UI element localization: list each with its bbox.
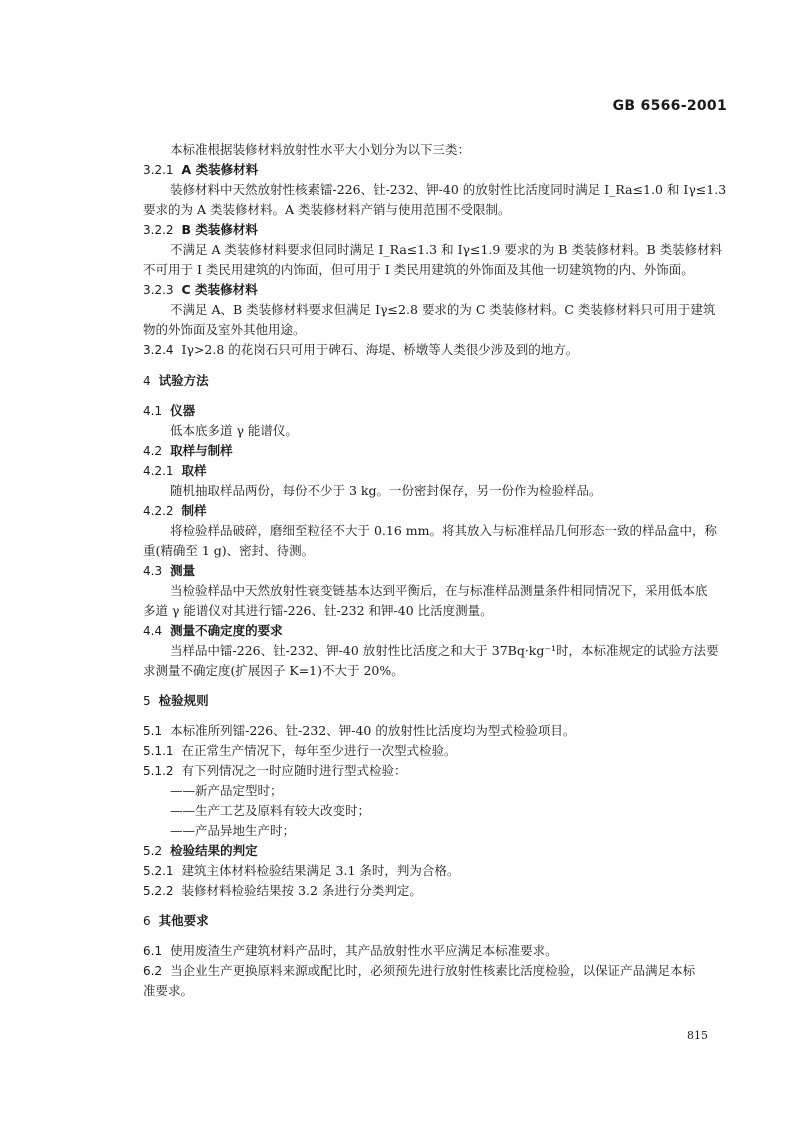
section-title: 其他要求 (158, 913, 209, 928)
paragraph-line: 当样品中镭-226、钍-232、钾-40 放射性比活度之和大于 37Bq·kg⁻¹时，本标准规定的试验方法要 (170, 643, 719, 658)
clause-title: 仪器 (170, 403, 196, 418)
clause-number: 4.1 (143, 404, 163, 418)
clause-4-4-heading (143, 622, 733, 640)
section-title: 检验规则 (158, 693, 209, 708)
clause-text: Iγ>2.8 的花岗石只可用于碑石、海堤、桥墩等人类很少涉及到的地方。 (181, 342, 579, 357)
clause-number: 5.1.1 (143, 744, 174, 758)
paragraph-line: 求测量不确定度(扩展因子 K=1)不大于 20%。 (143, 663, 404, 678)
clause-number: 3.2.3 (143, 283, 174, 297)
clause-number: 3.2.2 (143, 223, 174, 237)
paragraph-line: 随机抽取样品两份，每份不少于 3 kg。一份密封保存，另一份作为检验样品。 (170, 483, 602, 498)
clause-title: 取样 (181, 463, 207, 478)
clause-number: 4.4 (143, 624, 163, 638)
clause-title: C 类装修材料 (181, 282, 258, 297)
clause-title: 取样与制样 (170, 443, 233, 458)
paragraph-line: 准要求。 (143, 983, 194, 998)
section-4-heading (143, 372, 733, 390)
clause-number: 5.2 (143, 844, 163, 858)
clause-number: 5.2.2 (143, 884, 174, 898)
clause-number: 3.2.1 (143, 163, 174, 177)
clause-title: 检验结果的判定 (170, 843, 258, 858)
section-title: 试验方法 (158, 373, 209, 388)
clause-3-2-3-heading (143, 281, 733, 299)
dash-list-item: ——产品异地生产时； (170, 823, 296, 838)
clause-number: 3.2.4 (143, 343, 174, 357)
clause-4-1-heading (143, 402, 733, 420)
paragraph-line: 要求的为 A 类装修材料。A 类装修材料产销与使用范围不受限制。 (143, 202, 511, 217)
clause-5-1-1 (143, 742, 733, 760)
clause-title: 制样 (181, 503, 207, 518)
paragraph-line: 低本底多道 γ 能谱仪。 (170, 423, 298, 438)
clause-5-1 (143, 722, 733, 740)
clause-6-2 (143, 962, 733, 980)
clause-5-2-1 (143, 862, 733, 880)
clause-5-1-2 (143, 762, 733, 780)
clause-5-2-2 (143, 882, 733, 900)
clause-title: 测量 (170, 563, 196, 578)
clause-3-2-4 (143, 341, 733, 359)
clause-text: 建筑主体材料检验结果满足 3.1 条时，判为合格。 (181, 863, 460, 878)
clause-text: 装修材料检验结果按 3.2 条进行分类判定。 (181, 883, 422, 898)
section-number: 5 (143, 694, 151, 708)
page-number: 815 (687, 1029, 708, 1042)
paragraph-line: 装修材料中天然放射性核素镭-226、钍-232、钾-40 的放射性比活度同时满足 I_Ra≤1.0 和 Iγ≤1.3 (170, 182, 727, 197)
clause-number: 5.1 (143, 724, 163, 738)
paragraph-line: 多道 γ 能谱仪对其进行镭-226、钍-232 和钾-40 比活度测量。 (143, 603, 493, 618)
clause-4-2-2-heading (143, 502, 733, 520)
clause-4-2-heading (143, 442, 733, 460)
clause-number: 4.2 (143, 444, 163, 458)
clause-text: 在正常生产情况下，每年至少进行一次型式检验。 (181, 743, 457, 758)
paragraph-line: 不满足 A、B 类装修材料要求但满足 Iγ≤2.8 要求的为 C 类装修材料。C 类装修材料只可用于建筑 (170, 302, 716, 317)
dash-list-item: ——生产工艺及原料有较大改变时； (170, 803, 371, 818)
clause-4-3-heading (143, 562, 733, 580)
section-5-heading (143, 692, 733, 710)
clause-4-2-1-heading (143, 462, 733, 480)
paragraph-line: 不可用于 I 类民用建筑的内饰面，但可用于 I 类民用建筑的外饰面及其他一切建筑物的内、外饰面。 (143, 262, 694, 277)
clause-text: 当企业生产更换原料来源或配比时，必须预先进行放射性核素比活度检验，以保证产品满足本标 (170, 963, 696, 978)
paragraph-line: 重(精确至 1 g)、密封、待测。 (143, 543, 315, 558)
paragraph-line: 不满足 A 类装修材料要求但同时满足 I_Ra≤1.3 和 Iγ≤1.9 要求的为 B 类装修材料。B 类装修材料 (170, 242, 723, 257)
clause-number: 4.2.2 (143, 504, 174, 518)
clause-number: 5.1.2 (143, 764, 174, 778)
clause-number: 4.3 (143, 564, 163, 578)
clause-text: 有下列情况之一时应随时进行型式检验： (181, 763, 407, 778)
clause-number: 6.1 (143, 944, 163, 958)
clause-5-2-heading (143, 842, 733, 860)
clause-title: A 类装修材料 (181, 162, 259, 177)
clause-3-2-2-heading (143, 221, 733, 239)
paragraph-line: 将检验样品破碎，磨细至粒径不大于 0.16 mm。将其放入与标准样品几何形态一致的样品盒中，称 (170, 523, 717, 538)
clause-3-2-1-heading (143, 161, 733, 179)
clause-number: 6.2 (143, 964, 163, 978)
paragraph-intro: 本标准根据装修材料放射性水平大小划分为以下三类： (170, 142, 471, 157)
section-number: 4 (143, 374, 151, 388)
clause-number: 4.2.1 (143, 464, 174, 478)
clause-number: 5.2.1 (143, 864, 174, 878)
paragraph-line: 当检验样品中天然放射性衰变链基本达到平衡后，在与标准样品测量条件相同情况下，采用低本底 (170, 583, 708, 598)
clause-6-1 (143, 942, 733, 960)
standard-id-header: GB 6566-2001 (612, 98, 727, 114)
paragraph-line: 物的外饰面及室外其他用途。 (143, 322, 306, 337)
clause-text: 使用废渣生产建筑材料产品时，其产品放射性水平应满足本标准要求。 (170, 943, 558, 958)
clause-title: 测量不确定度的要求 (170, 623, 283, 638)
clause-title: B 类装修材料 (181, 222, 258, 237)
section-number: 6 (143, 914, 151, 928)
section-6-heading (143, 912, 733, 930)
clause-text: 本标准所列镭-226、钍-232、钾-40 的放射性比活度均为型式检验项目。 (170, 723, 576, 738)
dash-list-item: ——新产品定型时； (170, 783, 283, 798)
